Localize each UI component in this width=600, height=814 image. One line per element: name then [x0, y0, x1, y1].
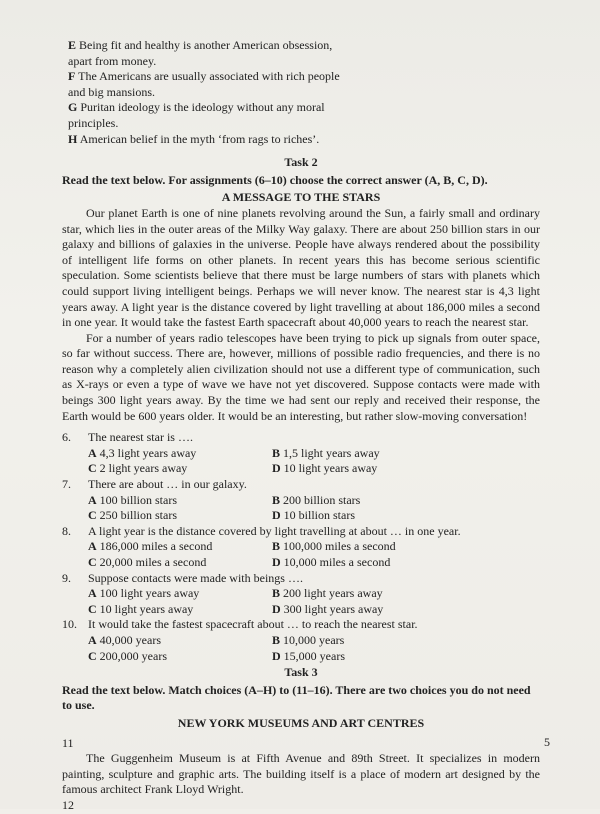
question-7: 7. There are about … in our galaxy.	[62, 477, 247, 492]
task2-title: Task 2	[284, 155, 318, 170]
option: C 20,000 miles a second	[88, 555, 207, 569]
task3-instruction: Read the text below. Match choices (A–H) to (11–16). There are two choices you do not need to use.	[62, 682, 531, 713]
page-number: 5	[544, 735, 550, 749]
task3-paragraph-11: The Guggenheim Museum is at Fifth Avenue and 89th Street. It specializes in modern painting, sculpture and graphic arts. The building itself is a place of modern art designed by the famous architect Frank Lloyd Wright.	[62, 751, 540, 797]
option: C 250 billion stars	[88, 508, 178, 523]
question-7-options	[88, 493, 540, 524]
choice-f: F The Americans are usually associated with rich people	[68, 69, 340, 84]
question-9: 9. Suppose contacts were made with beings ….	[62, 570, 303, 585]
task2-paragraph-2: For a number of years radio telescopes have been trying to pick up signals from outer space, so far without success. There are, however, millions of possible radio frequencies, and there is no reason why a completely alien civilization should not use a different type of communication, such as X-rays or even a type of wave we have not yet discovered. Suppose contacts were made with beings 300 light years away. By the time we had sent our reply and received their response, the Earth would be 600 years older. It would be an interesting, but rather slow-moving conversation!	[62, 330, 540, 423]
choice-f-cont: and big mansions.	[68, 84, 155, 99]
option: D 10,000 miles a second	[272, 555, 391, 569]
question-6-options	[88, 446, 540, 477]
question-9-options	[88, 586, 540, 617]
task3-heading: NEW YORK MUSEUMS AND ART CENTRES	[177, 715, 425, 730]
question-6: 6. The nearest star is ….	[62, 430, 193, 445]
option: C 2 light years away	[88, 461, 188, 476]
choice-e: E Being fit and healthy is another American obsession,	[68, 38, 333, 52]
choice-g-cont: principles.	[68, 115, 119, 130]
question-10-options	[88, 633, 540, 664]
question-8: 8. A light year is the distance covered by light travelling at about … in one year.	[62, 523, 461, 538]
option: B 200 light years away	[272, 586, 383, 601]
question-list	[62, 430, 540, 664]
item-number-11: 11	[62, 735, 74, 750]
option: B 200 billion stars	[272, 492, 361, 507]
option: B 100,000 miles a second	[272, 539, 396, 554]
choice-g: G Puritan ideology is the ideology without any moral	[68, 100, 325, 115]
option: B 10,000 years	[272, 632, 345, 647]
choice-h: H American belief in the myth ‘from rags to riches’.	[68, 131, 320, 146]
task3-title: Task 3	[284, 665, 318, 680]
option: A 4,3 light years away	[88, 445, 197, 460]
question-10: 10. It would take the fastest spacecraft about … to reach the nearest star.	[62, 617, 418, 632]
option: A 40,000 years	[88, 632, 161, 647]
option: C 200,000 years	[88, 648, 167, 663]
option: D 300 light years away	[272, 601, 384, 616]
option: D 10 light years away	[272, 461, 378, 476]
option: B 1,5 light years away	[272, 445, 380, 460]
choice-e-cont: apart from money.	[68, 53, 157, 68]
option: D 15,000 years	[272, 648, 345, 663]
task2-heading: A MESSAGE TO THE STARS	[221, 190, 381, 205]
option: A 186,000 miles a second	[88, 539, 213, 554]
task2-paragraph-1: Our planet Earth is one of nine planets revolving around the Sun, a fairly small and ordinary star, which lies in the outer areas of the Milky Way galaxy. There are about 250 billion stars in our galaxy and billions of galaxies in the universe. People have always rendered about the possibility of intelligent life forms on other planets. In recent years this has become serious scientific speculation. Some scientists believe that there must be large numbers of stars with planets which could support living intelligent beings. Perhaps we will never know. The nearest star is 4,3 light years away. A light year is the distance covered by light travelling at about 186,000 miles a second in one year. It would take the fastest Earth spacecraft about 40,000 years to reach the nearest star.	[62, 205, 540, 330]
option: D 10 billion stars	[272, 508, 356, 523]
intro-choices	[68, 38, 388, 147]
option: C 10 light years away	[88, 601, 194, 616]
option: A 100 light years away	[88, 586, 200, 601]
option: A 100 billion stars	[88, 492, 178, 507]
item-number-12: 12	[62, 797, 74, 812]
task2-instruction: Read the text below. For assignments (6–10) choose the correct answer (A, B, C, D).	[62, 172, 488, 187]
question-8-options	[88, 539, 540, 570]
